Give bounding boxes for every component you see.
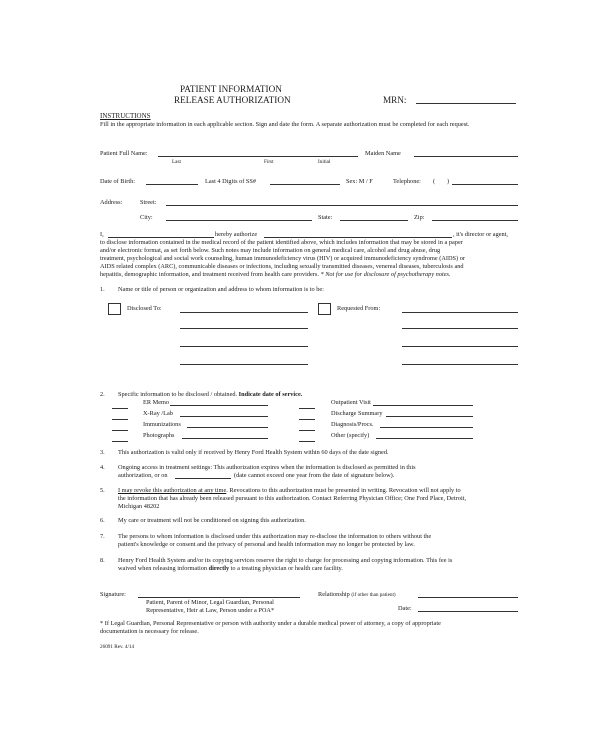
s8-line-2 xyxy=(118,565,343,573)
mrn-label: MRN: xyxy=(383,95,407,105)
disclosed-to-label: Disclosed To: xyxy=(127,305,162,312)
auth-line-6a: hepatitis, demographic information, and treatment received from health care providers. xyxy=(100,271,321,278)
s8-line-2c: to a treating physician or health care facility. xyxy=(229,565,343,572)
immunizations-check[interactable] xyxy=(112,430,128,431)
discharge-summary-check[interactable] xyxy=(299,419,315,420)
form-code: 26091 Rev. 4/14 xyxy=(100,644,135,650)
s4-line-2b: (date cannot exceed one year from the date of signature below). xyxy=(234,472,395,479)
auth-i-prefix: I, xyxy=(100,231,104,238)
diagnosis-procs-label: Diagnosis/Procs. xyxy=(331,421,374,428)
s5-line-1 xyxy=(118,487,461,495)
requested-from-line-1[interactable] xyxy=(402,312,518,313)
title-line-2: RELEASE AUTHORIZATION xyxy=(174,95,291,105)
requested-from-line-2[interactable] xyxy=(402,328,518,329)
diagnosis-procs-check[interactable] xyxy=(299,430,315,431)
s5-line-1-rest: . Revocations to this authorization must be presented in writing. Revocation will not apply to xyxy=(226,487,461,494)
photographs-date[interactable] xyxy=(182,438,268,439)
psychotherapy-note: * Not for use for disclosure of psychotherapy notes. xyxy=(320,271,451,278)
patient-full-name-label: Patient Full Name: xyxy=(100,150,148,157)
er-memo-label: ER Memo xyxy=(143,399,170,406)
city-label: City: xyxy=(140,214,153,221)
ssn-field[interactable] xyxy=(270,184,340,185)
expiration-date-field[interactable] xyxy=(175,478,231,479)
instructions-text: Fill in the appropriate information in each applicable section. Sign and date the form. A separate authorization must be completed for each request. xyxy=(100,121,470,128)
s5-line-2: the information that has already been released pursuant to this authorization. Contact Referring Physician Office; One Ford Place, Detroit, xyxy=(118,495,467,502)
disclosed-to-line-2[interactable] xyxy=(180,328,308,329)
s6-number: 6. xyxy=(100,517,105,524)
auth-line-2: to disclose information contained in the medical record of the patient identified above, which includes information that may be stored in a paper xyxy=(100,239,463,246)
outpatient-visit-check[interactable] xyxy=(299,408,315,409)
requested-from-checkbox[interactable] xyxy=(318,303,331,315)
signature-sub-2: Representative, Heir at Law, Person under a POA* xyxy=(146,607,275,614)
sex-label[interactable]: Sex: M / F xyxy=(346,178,373,185)
date-field[interactable] xyxy=(418,611,518,612)
outpatient-visit-label: Outpatient Visit xyxy=(331,399,371,406)
relationship-field[interactable] xyxy=(418,597,518,598)
s3-number: 3. xyxy=(100,449,105,456)
s8-directly: directly xyxy=(208,565,230,572)
first-name-caption: First xyxy=(264,159,274,165)
s4-number: 4. xyxy=(100,464,105,471)
maiden-name-label: Maiden Name xyxy=(365,150,401,157)
signature-label: Signature: xyxy=(100,591,126,598)
er-memo-check[interactable] xyxy=(112,408,128,409)
relationship-label xyxy=(318,591,396,599)
address-label: Address: xyxy=(100,199,123,206)
xray-lab-date[interactable] xyxy=(180,416,268,417)
xray-lab-check[interactable] xyxy=(112,419,128,420)
s7-line-2: patient's knowledge or consent and the privacy of personal and health information may no longer be protected by law. xyxy=(118,541,415,548)
relationship-note: (if other than patient) xyxy=(351,592,396,598)
disclosed-to-line-1[interactable] xyxy=(180,312,308,313)
relationship-text: Relationship xyxy=(318,591,350,598)
auth-name-field[interactable] xyxy=(108,237,214,238)
ssn-label: Last 4 Digits of SS# xyxy=(205,178,257,185)
requested-from-label: Requested From: xyxy=(337,305,381,312)
s2-text-a: Specific information to be disclosed / obtained. xyxy=(118,391,239,398)
s2-number: 2. xyxy=(100,391,105,398)
city-field[interactable] xyxy=(166,220,312,221)
zip-label: Zip: xyxy=(414,214,425,221)
s5-revoke-text: I may revoke this authorization at any time xyxy=(118,487,227,494)
street-label: Street: xyxy=(140,199,157,206)
s8-number: 8. xyxy=(100,557,105,564)
footnote-line-2: documentation is necessary for release. xyxy=(100,628,199,635)
disclosed-to-line-3[interactable] xyxy=(180,346,308,347)
xray-lab-label: X-Ray /Lab xyxy=(143,410,173,417)
s7-line-1: The persons to whom information is disclosed under this authorization may re-disclose the information to others without the xyxy=(118,533,432,540)
telephone-label: Telephone: xyxy=(393,178,421,185)
signature-sub-1: Patient, Parent of Minor, Legal Guardian, Personal xyxy=(146,599,274,606)
auth-line-4: treatment, psychological and social work counseling, human immunodeficiency virus (HIV) or acquired immunodeficiency syndrome (AIDS) or xyxy=(100,255,465,262)
s5-number: 5. xyxy=(100,487,105,494)
auth-line-6 xyxy=(100,271,451,279)
state-label: State: xyxy=(318,214,333,221)
dob-field[interactable] xyxy=(146,184,198,185)
immunizations-date[interactable] xyxy=(187,427,268,428)
telephone-paren-close: ) xyxy=(447,178,450,185)
street-field[interactable] xyxy=(166,205,518,206)
s5-line-3: Michigan 48202 xyxy=(118,503,160,510)
state-field[interactable] xyxy=(340,220,408,221)
s7-number: 7. xyxy=(100,533,105,540)
s4-line-2: authorization, or on xyxy=(118,472,168,479)
other-specify-date[interactable] xyxy=(376,438,473,439)
photographs-label: Photographs xyxy=(143,432,175,439)
photographs-check[interactable] xyxy=(112,441,128,442)
s4-line-1: Ongoing access in treatment settings: This authorization expires when the information is disclosed as permitted in this xyxy=(118,464,416,471)
s3-text: This authorization is valid only if received by Henry Ford Health System within 60 days of the date signed. xyxy=(118,449,389,456)
telephone-field[interactable] xyxy=(452,184,518,185)
requested-from-line-4[interactable] xyxy=(402,364,518,365)
discharge-summary-label: Discharge Summary xyxy=(331,410,383,417)
diagnosis-procs-date[interactable] xyxy=(380,427,473,428)
title-line-1: PATIENT INFORMATION xyxy=(180,84,282,94)
requested-from-line-3[interactable] xyxy=(402,346,518,347)
auth-hereby: hereby authorize xyxy=(215,231,258,238)
er-memo-date[interactable] xyxy=(170,405,268,406)
immunizations-label: Immunizations xyxy=(143,421,181,428)
footnote-line-1: * If Legal Guardian, Personal Representative or person with authority under a durable medical power of attorney, a copy of appropriate xyxy=(100,620,441,627)
s2-text xyxy=(118,391,302,399)
auth-line-3: and/or electronic format, as set forth below. Such notes may include information on general medical care, alcohol and drug abuse, drug xyxy=(100,247,441,254)
maiden-name-field[interactable] xyxy=(414,156,518,157)
zip-field[interactable] xyxy=(432,220,518,221)
patient-full-name-field[interactable] xyxy=(158,156,358,157)
s8-line-1: Henry Ford Health System and/or its copying services reserve the right to charge for processing and copying information. This fee is xyxy=(118,557,453,564)
auth-provider-field[interactable] xyxy=(264,237,452,238)
date-label: Date: xyxy=(398,605,412,612)
s6-text: My care or treatment will not be conditioned on signing this authorization. xyxy=(118,517,306,524)
disclosed-to-line-4[interactable] xyxy=(180,364,308,365)
s8-line-2a: waived when releasing information xyxy=(118,565,209,572)
s1-text: Name or title of person or organization and address to whom information is to be: xyxy=(118,286,324,293)
instructions-heading: INSTRUCTIONS xyxy=(100,112,151,120)
s1-number: 1. xyxy=(100,286,105,293)
mrn-field[interactable] xyxy=(416,103,516,104)
signature-field[interactable] xyxy=(138,597,300,598)
discharge-summary-date[interactable] xyxy=(386,416,473,417)
s2-text-b: Indicate date of service. xyxy=(238,391,303,398)
other-specify-label: Other (specify) xyxy=(331,432,370,439)
last-name-caption: Last xyxy=(172,159,181,165)
other-specify-check[interactable] xyxy=(299,441,315,442)
auth-directors: , it's director or agent, xyxy=(453,231,508,238)
initial-caption: Initial xyxy=(318,159,331,165)
dob-label: Date of Birth: xyxy=(100,178,135,185)
auth-line-5: AIDS related complex (ARC), communicable diseases or infections, including sexually transmitted diseases, venereal diseases, tuberculosis and xyxy=(100,263,464,270)
outpatient-visit-date[interactable] xyxy=(373,405,473,406)
telephone-paren-open: ( xyxy=(433,178,436,185)
disclosed-to-checkbox[interactable] xyxy=(108,303,121,315)
